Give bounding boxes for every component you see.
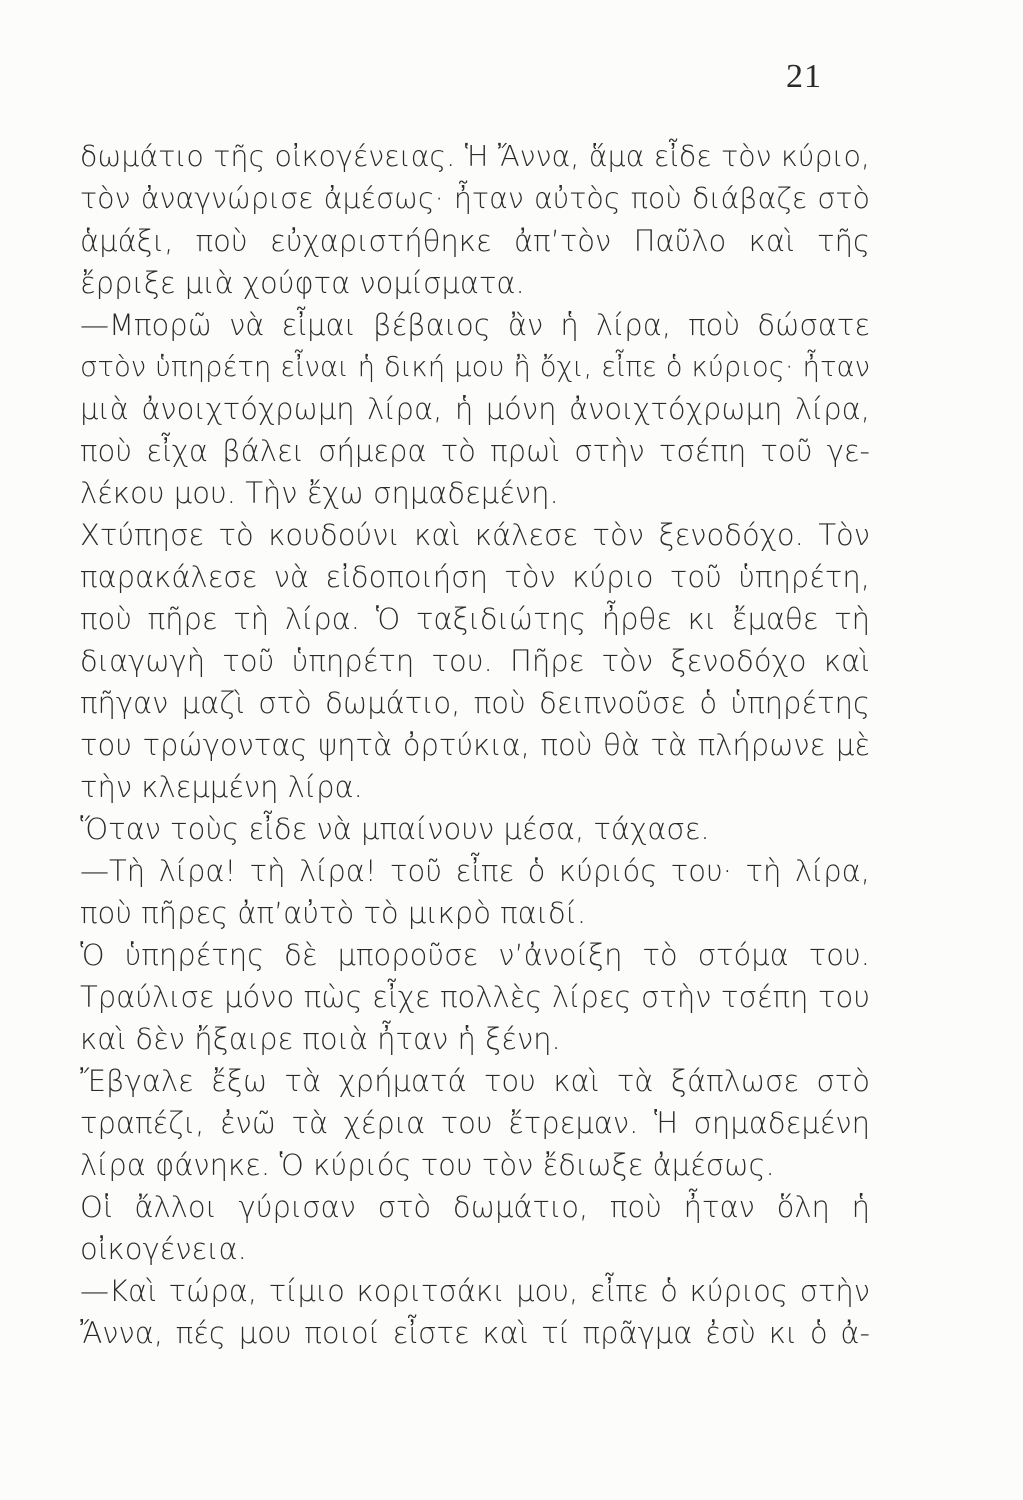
text-line: Ὅταν τοὺς εἶδε νὰ μπαίνουν μέσα, τάχασε. [80, 812, 710, 846]
text-line: οἰκογένεια. [80, 1232, 247, 1266]
text-line: διαγωγὴ τοῦ ὑπηρέτη του. Πῆρε τὸν ξενοδόχο καὶ [80, 644, 870, 678]
text-line: λέκου μου. Τὴν ἔχω σημαδεμένη. [80, 476, 559, 510]
text-line: λίρα φάνηκε. Ὁ κύριός του τὸν ἔδιωξε ἀμέσως. [80, 1148, 775, 1182]
text-line: Τραύλισε μόνο πὼς εἶχε πολλὲς λίρες στὴν τσέπη του [80, 980, 870, 1014]
text-line: —Μπορῶ νὰ εἶμαι βέβαιος ἂν ἡ λίρα, ποὺ δώσατε [80, 308, 870, 342]
text-line: —Καὶ τώρα, τίμιο κοριτσάκι μου, εἶπε ὁ κύριος στὴν [80, 1274, 870, 1308]
page-number: 21 [786, 58, 822, 95]
text-line: του τρώγοντας ψητὰ ὀρτύκια, ποὺ θὰ τὰ πλήρωνε μὲ [80, 728, 870, 762]
text-line: Οἱ ἄλλοι γύρισαν στὸ δωμάτιο, ποὺ ἦταν ὅλη ἡ [80, 1190, 870, 1224]
text-line: ἔρριξε μιὰ χούφτα νομίσματα. [80, 266, 525, 300]
text-line: ποὺ πῆρες ἀπ’αὐτὸ τὸ μικρὸ παιδί. [80, 896, 587, 930]
text-line: Ἔβγαλε ἔξω τὰ χρήματά του καὶ τὰ ξάπλωσε στὸ [80, 1064, 870, 1098]
text-line: Ὁ ὑπηρέτης δὲ μποροῦσε ν’ἀνοίξη τὸ στόμα του. [80, 938, 870, 972]
text-line: παρακάλεσε νὰ εἰδοποιήση τὸν κύριο τοῦ ὑπηρέτη, [80, 560, 870, 594]
text-line: τὴν κλεμμένη λίρα. [80, 770, 363, 804]
text-line: Χτύπησε τὸ κουδούνι καὶ κάλεσε τὸν ξενοδόχο. Τὸν [80, 518, 870, 552]
text-line: τὸν ἀναγνώρισε ἀμέσως· ἦταν αὐτὸς ποὺ διάβαζε στὸ [80, 182, 870, 215]
text-line: τραπέζι, ἐνῶ τὰ χέρια του ἔτρεμαν. Ἡ σημαδεμένη [80, 1106, 870, 1140]
text-line: δωμάτιο τῆς οἰκογένειας. Ἡ Ἄννα, ἅμα εἶδε τὸν κύριο, [80, 140, 870, 173]
text-line: ἁμάξι, ποὺ εὐχαριστήθηκε ἀπ’τὸν Παῦλο καὶ τῆς [80, 224, 870, 258]
text-line: πῆγαν μαζὶ στὸ δωμάτιο, ποὺ δειπνοῦσε ὁ ὑπηρέτης [80, 686, 870, 720]
text-line: —Τὴ λίρα! τὴ λίρα! τοῦ εἶπε ὁ κύριός του· τὴ λίρα, [80, 854, 870, 888]
text-line: μιὰ ἀνοιχτόχρωμη λίρα, ἡ μόνη ἀνοιχτόχρωμη λίρα, [80, 392, 870, 426]
text-line: ποὺ εἶχα βάλει σήμερα τὸ πρωὶ στὴν τσέπη τοῦ γε- [80, 434, 870, 468]
text-line: καὶ δὲν ἤξαιρε ποιὰ ἦταν ἡ ξένη. [80, 1022, 561, 1056]
text-line: στὸν ὑπηρέτη εἶναι ἡ δική μου ἢ ὄχι, εἶπε ὁ κύριος· ἦταν [80, 351, 870, 383]
body-text [80, 136, 870, 1354]
text-line: ποὺ πῆρε τὴ λίρα. Ὁ ταξιδιώτης ἦρθε κι ἔμαθε τὴ [80, 602, 870, 636]
text-line: Ἄννα, πές μου ποιοί εἶστε καὶ τί πρᾶγμα ἐσὺ κι ὁ ἀ- [80, 1316, 870, 1350]
